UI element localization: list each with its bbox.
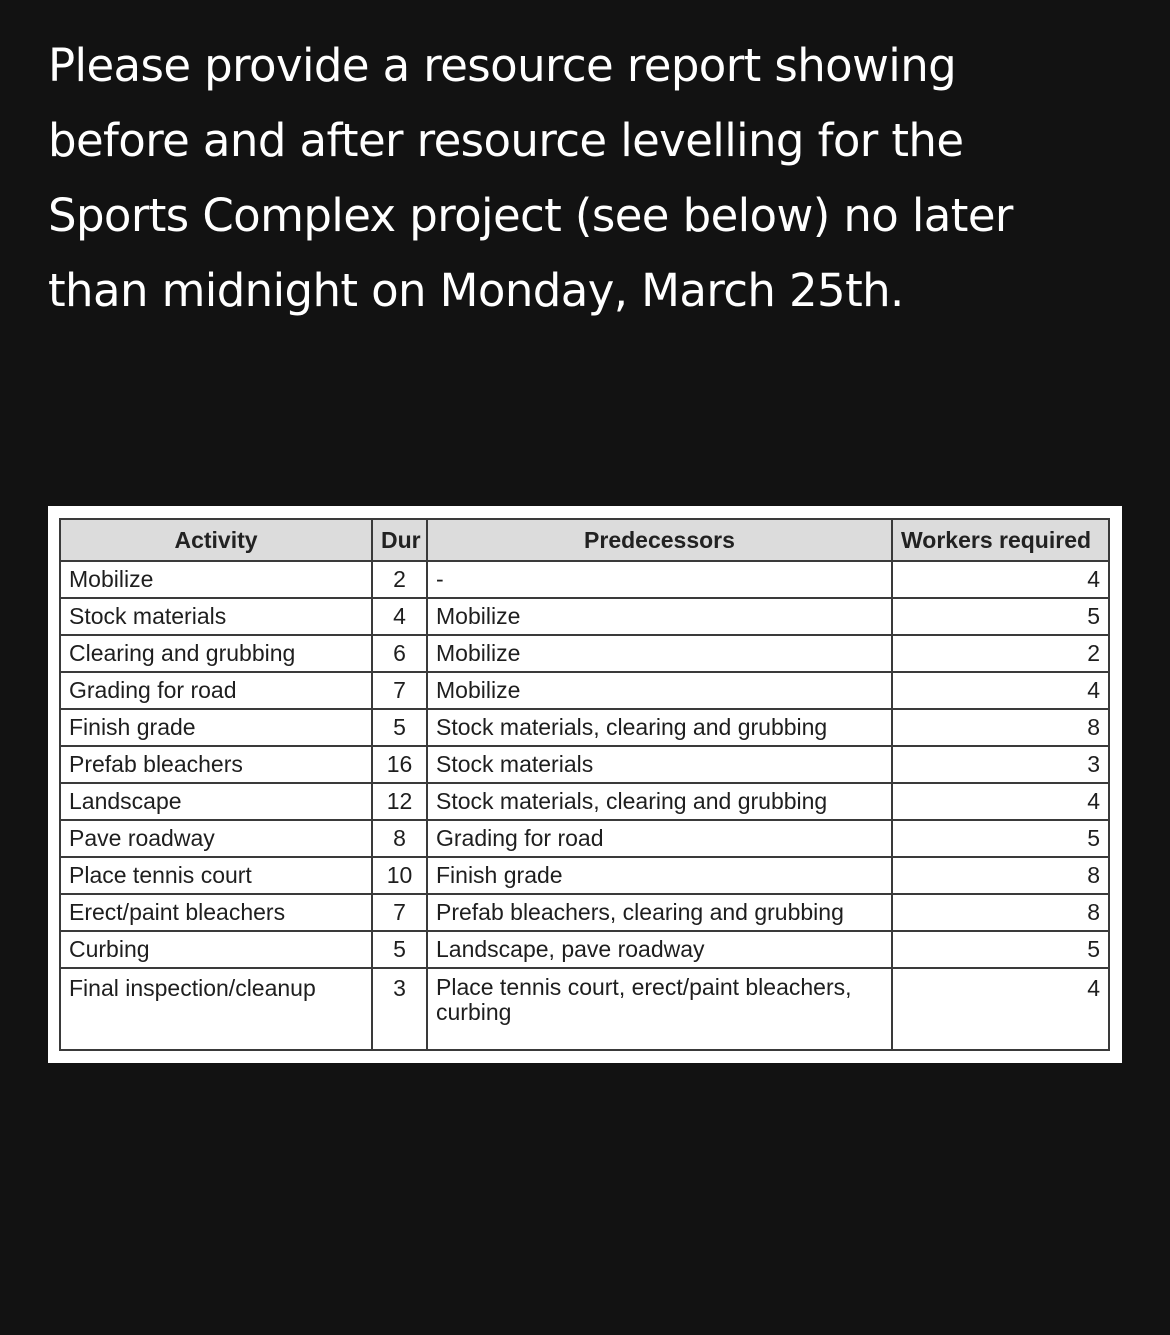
activity-cell: Mobilize (60, 561, 372, 598)
workers-cell: 4 (892, 783, 1109, 820)
table-row (60, 820, 1109, 857)
duration-cell: 2 (372, 561, 427, 598)
table-row (60, 672, 1109, 709)
activity-cell: Clearing and grubbing (60, 635, 372, 672)
table-row (60, 783, 1109, 820)
predecessors-cell: Mobilize (427, 598, 892, 635)
table-header-row (60, 519, 1109, 561)
workers-cell: 5 (892, 931, 1109, 968)
header-activity: Activity (60, 519, 372, 561)
activity-cell: Prefab bleachers (60, 746, 372, 783)
activity-table-image (48, 506, 1122, 1063)
activity-cell: Final inspection/cleanup (60, 968, 372, 1050)
message-line: than midnight on Monday, March 25th. (48, 264, 904, 317)
message-line: before and after resource levelling for the (48, 114, 964, 167)
workers-cell: 4 (892, 672, 1109, 709)
message-text (48, 28, 1128, 328)
predecessors-cell: Stock materials (427, 746, 892, 783)
activity-cell: Landscape (60, 783, 372, 820)
duration-cell: 6 (372, 635, 427, 672)
workers-cell: 8 (892, 709, 1109, 746)
duration-cell: 16 (372, 746, 427, 783)
workers-cell: 2 (892, 635, 1109, 672)
duration-cell: 7 (372, 894, 427, 931)
predecessors-cell: Landscape, pave roadway (427, 931, 892, 968)
workers-cell: 4 (892, 968, 1109, 1050)
predecessors-cell: Grading for road (427, 820, 892, 857)
table-row (60, 931, 1109, 968)
predecessors-cell: Mobilize (427, 635, 892, 672)
duration-cell: 8 (372, 820, 427, 857)
predecessors-cell: Mobilize (427, 672, 892, 709)
header-workers: Workers required (892, 519, 1109, 561)
predecessors-cell: Prefab bleachers, clearing and grubbing (427, 894, 892, 931)
table-row (60, 561, 1109, 598)
table-row (60, 968, 1109, 1050)
table-row (60, 894, 1109, 931)
table-row (60, 746, 1109, 783)
duration-cell: 4 (372, 598, 427, 635)
workers-cell: 8 (892, 894, 1109, 931)
workers-cell: 5 (892, 598, 1109, 635)
duration-cell: 5 (372, 709, 427, 746)
predecessors-cell: - (427, 561, 892, 598)
predecessors-cell: Stock materials, clearing and grubbing (427, 783, 892, 820)
message-line: Sports Complex project (see below) no later (48, 189, 1013, 242)
duration-cell: 7 (372, 672, 427, 709)
duration-cell: 12 (372, 783, 427, 820)
activity-cell: Curbing (60, 931, 372, 968)
workers-cell: 8 (892, 857, 1109, 894)
header-predecessors: Predecessors (427, 519, 892, 561)
activity-cell: Erect/paint bleachers (60, 894, 372, 931)
predecessors-cell: Stock materials, clearing and grubbing (427, 709, 892, 746)
predecessors-cell: Place tennis court, erect/paint bleachers, curbing (427, 968, 892, 1050)
duration-cell: 3 (372, 968, 427, 1050)
header-duration: Dur (372, 519, 427, 561)
activity-cell: Pave roadway (60, 820, 372, 857)
predecessors-cell: Finish grade (427, 857, 892, 894)
duration-cell: 5 (372, 931, 427, 968)
activity-cell: Stock materials (60, 598, 372, 635)
duration-cell: 10 (372, 857, 427, 894)
table-row (60, 857, 1109, 894)
message-line: Please provide a resource report showing (48, 39, 957, 92)
workers-cell: 3 (892, 746, 1109, 783)
table-row (60, 635, 1109, 672)
table-row (60, 598, 1109, 635)
activity-cell: Place tennis court (60, 857, 372, 894)
activity-cell: Finish grade (60, 709, 372, 746)
workers-cell: 4 (892, 561, 1109, 598)
activity-table (59, 518, 1110, 1051)
table-row (60, 709, 1109, 746)
workers-cell: 5 (892, 820, 1109, 857)
activity-cell: Grading for road (60, 672, 372, 709)
